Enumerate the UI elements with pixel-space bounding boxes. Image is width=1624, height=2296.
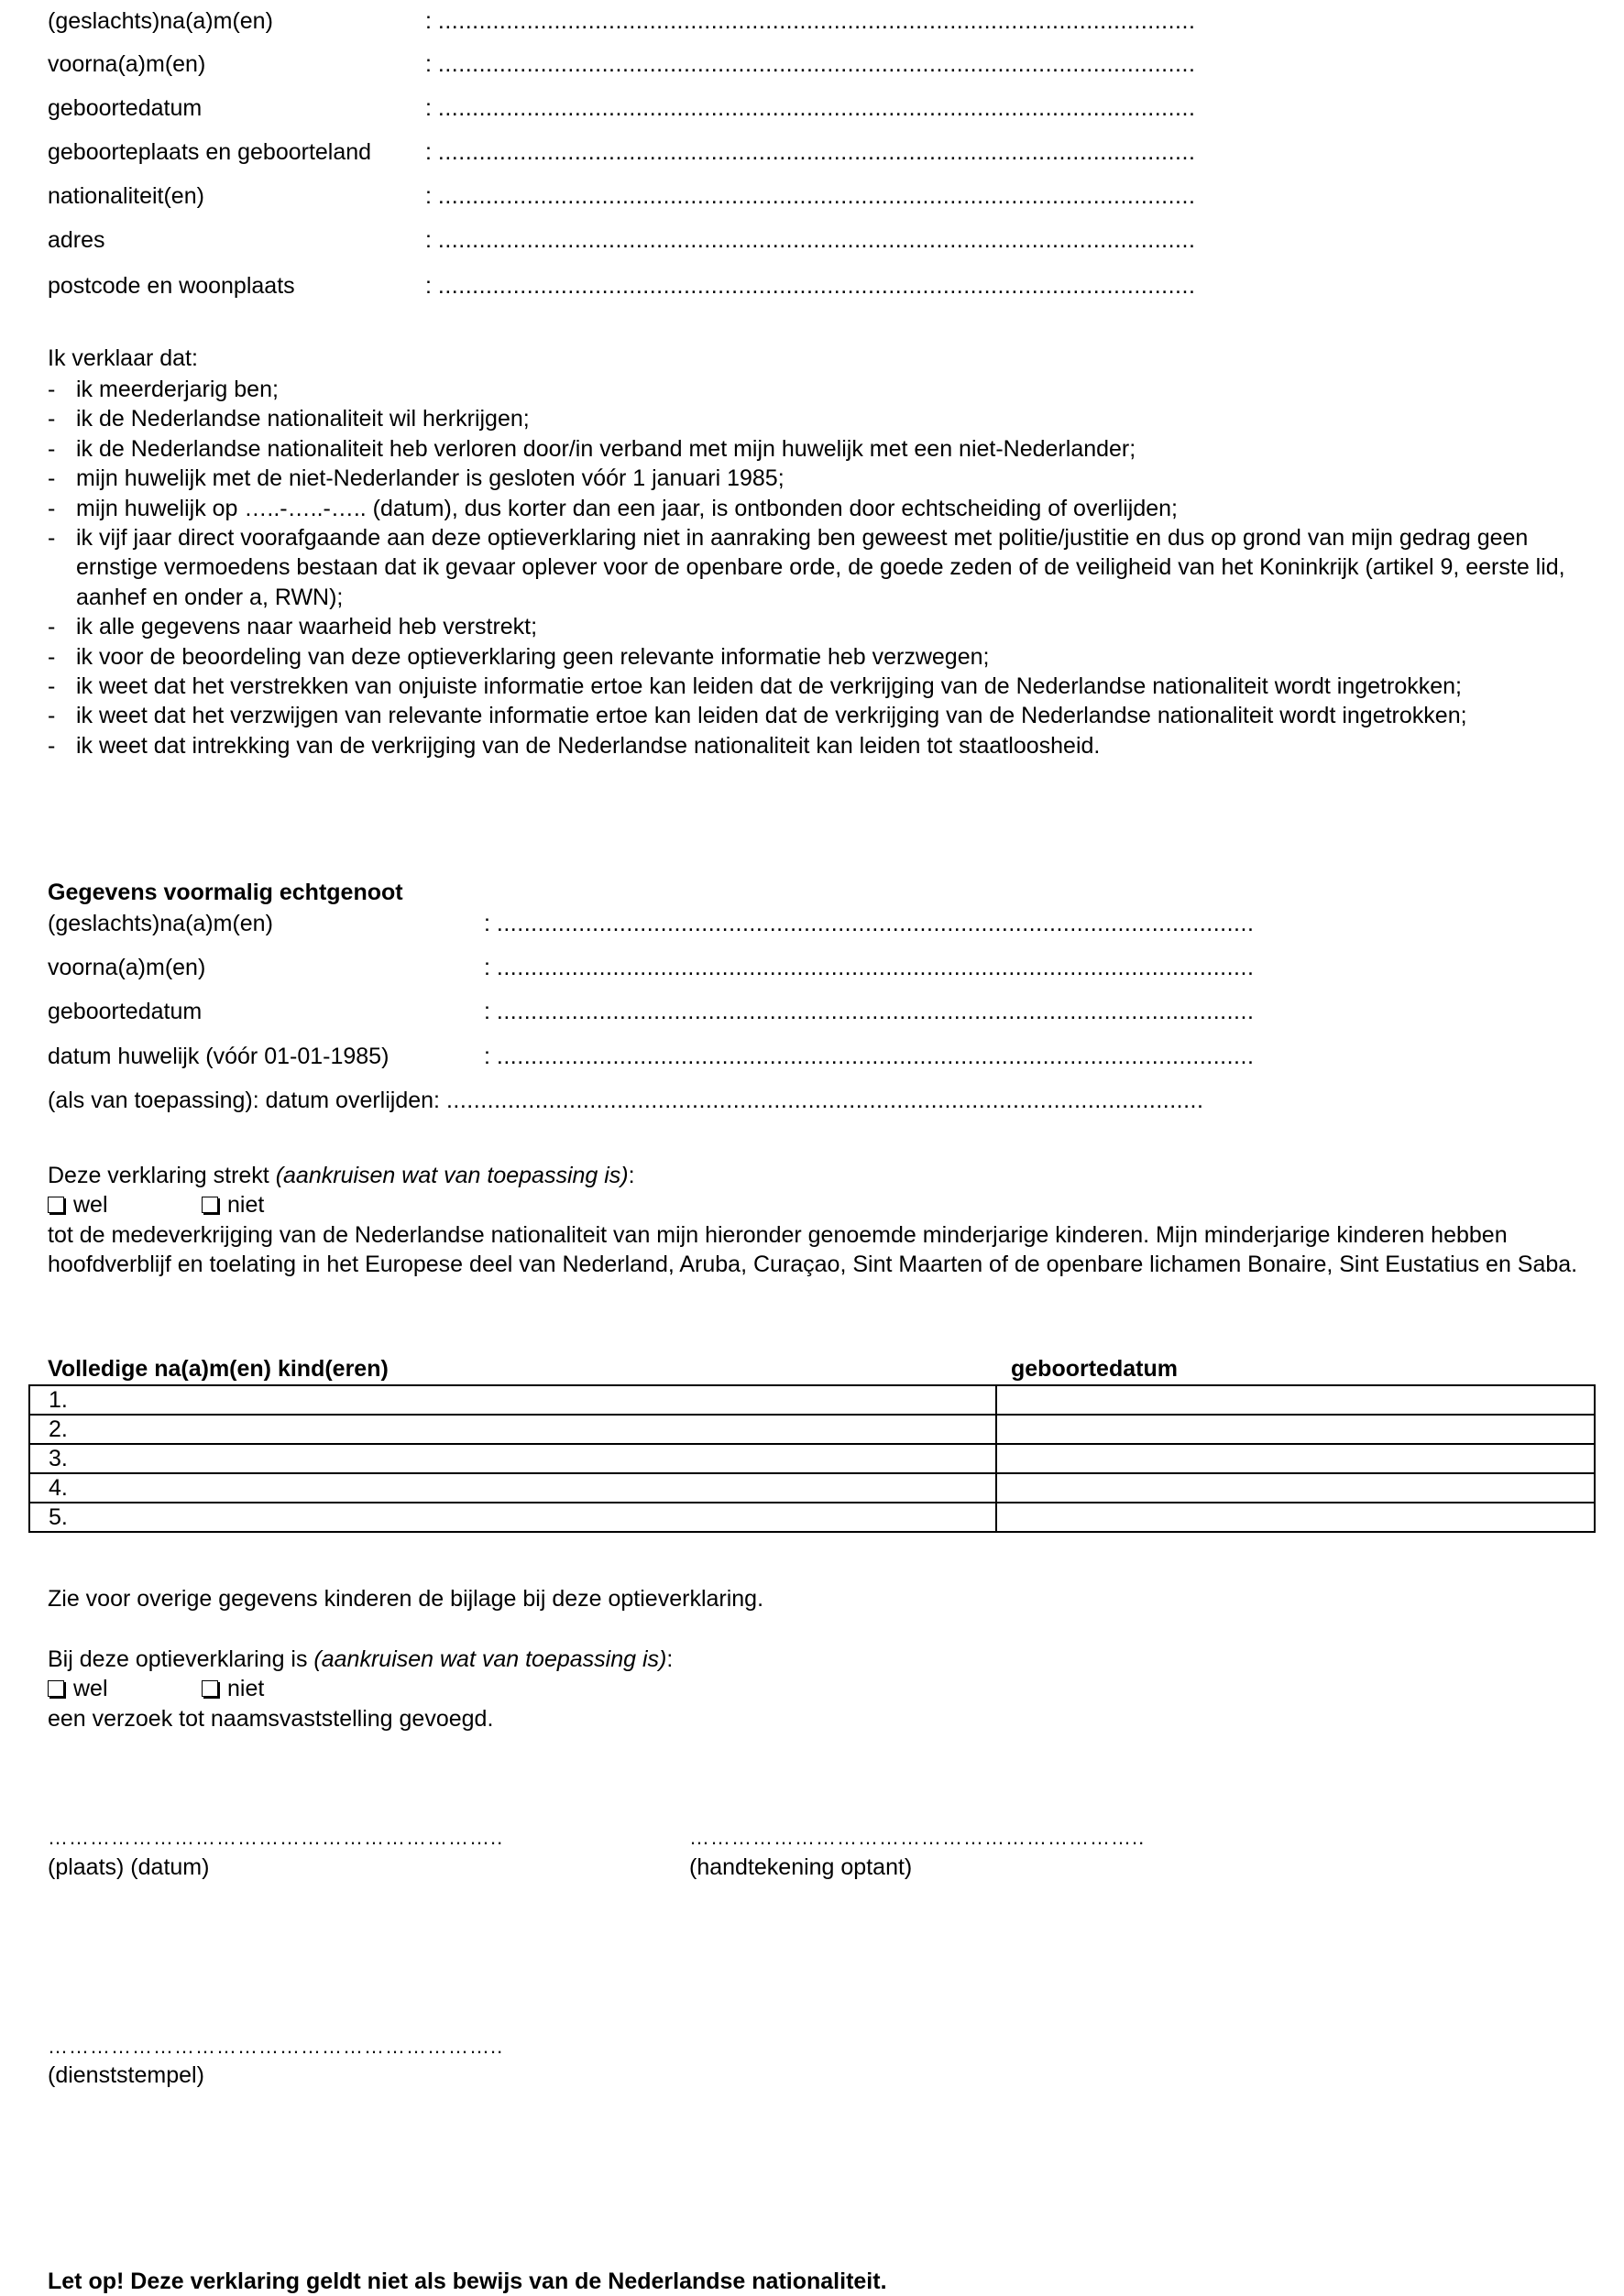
table-row: [29, 1473, 1595, 1503]
option-wel[interactable]: wel: [48, 1190, 202, 1219]
spouse-firstnames-input[interactable]: : ...............................................................................................................: [484, 955, 1255, 980]
place-date-label: (plaats) (datum): [48, 1854, 210, 1880]
field-label-surname: (geslachts)na(a)m(en): [48, 8, 273, 34]
children-question: Deze verklaring strekt (aankruisen wat van toepassing is):: [48, 1163, 635, 1188]
field-label-birthdate: geboortedatum: [48, 95, 203, 121]
declaration-intro: Ik verklaar dat:: [48, 345, 198, 371]
child-birthdate-cell[interactable]: [996, 1503, 1595, 1532]
table-header-birthdate: geboortedatum: [1011, 1356, 1178, 1382]
name-request-options: [48, 1674, 264, 1703]
field-label-nationality: nationaliteit(en): [48, 183, 204, 209]
field-firstnames-input[interactable]: : ...............................................................................................................: [425, 51, 1196, 77]
declaration-item: - ik meerderjarig ben;: [48, 377, 279, 402]
field-label-birthplace: geboorteplaats en geboorteland: [48, 139, 372, 165]
spouse-marriage-date-input[interactable]: : ...............................................................................................................: [484, 1044, 1255, 1069]
checkbox-icon[interactable]: [202, 1680, 218, 1697]
option-niet[interactable]: niet: [202, 1674, 264, 1703]
spouse-surname-input[interactable]: : ...............................................................................................................: [484, 911, 1255, 936]
child-name-cell[interactable]: 2.: [29, 1415, 996, 1444]
declaration-item: - ik de Nederlandse nationaliteit wil herkrijgen;: [48, 406, 530, 432]
option-niet[interactable]: niet: [202, 1190, 264, 1219]
child-name-cell[interactable]: 1.: [29, 1385, 996, 1415]
field-nationality-input[interactable]: : ...............................................................................................................: [425, 183, 1196, 209]
table-row: [29, 1444, 1595, 1473]
stamp-label: (dienststempel): [48, 2062, 204, 2088]
table-row: [29, 1415, 1595, 1444]
field-label-postcode-city: postcode en woonplaats: [48, 273, 295, 299]
declaration-item: - ik weet dat het verzwijgen van relevante informatie ertoe kan leiden dat de verkrijging van de Nederlandse nationaliteit wordt ingetrokken;: [48, 703, 1467, 729]
child-birthdate-cell[interactable]: [996, 1385, 1595, 1415]
table-row: [29, 1385, 1595, 1415]
field-label-address: adres: [48, 227, 105, 253]
declaration-item: - ik weet dat het verstrekken van onjuiste informatie ertoe kan leiden dat de verkrijging van de Nederlandse nationaliteit wordt ingetrokken;: [48, 673, 1462, 700]
option-wel[interactable]: wel: [48, 1674, 202, 1703]
table-row: [29, 1503, 1595, 1532]
children-note: Zie voor overige gegevens kinderen de bijlage bij deze optieverklaring.: [48, 1586, 764, 1612]
field-surname-input[interactable]: : ...............................................................................................................: [425, 8, 1196, 34]
declaration-item: - mijn huwelijk met de niet-Nederlander is gesloten vóór 1 januari 1985;: [48, 465, 785, 492]
spouse-label-surname: (geslachts)na(a)m(en): [48, 911, 273, 936]
former-spouse-heading: Gegevens voormalig echtgenoot: [48, 880, 403, 905]
children-paragraph: tot de medeverkrijging van de Nederlandse nationaliteit van mijn hieronder genoemde minderjarige kinderen. Mijn minderjarige kinderen hebben hoofdverblijf en toelating in het Europese deel van Nederland, Aruba, Curaçao, Sint Maarten of de openbare lichamen Bonaire, Sint Eustatius en Saba.: [48, 1222, 1578, 1278]
spouse-label-marriage-date: datum huwelijk (vóór 01-01-1985): [48, 1044, 390, 1069]
stamp-line[interactable]: ………………………………………………………..: [48, 2035, 504, 2058]
signature-label: (handtekening optant): [689, 1854, 913, 1880]
checkbox-icon[interactable]: [202, 1197, 218, 1213]
checkbox-icon[interactable]: [48, 1680, 64, 1697]
table-header-names: Volledige na(a)m(en) kind(eren): [48, 1356, 389, 1382]
spouse-death-date-label: (als van toepassing): datum overlijden:: [48, 1088, 441, 1113]
field-address-input[interactable]: : ...............................................................................................................: [425, 227, 1196, 253]
spouse-label-birthdate: geboortedatum: [48, 999, 203, 1024]
field-birthdate-input[interactable]: : ...............................................................................................................: [425, 95, 1196, 121]
declaration-item: - ik vijf jaar direct voorafgaande aan deze optieverklaring niet in aanraking ben geweest met politie/justitie en dus op grond van mijn gedrag geen ernstige vermoedens bestaan dat ik gevaar oplever voor de openbare orde, de goede zeden of de veiligheid van het Koninkrijk (artikel 9, eerste lid, aanhef en onder a, RWN);: [48, 525, 1565, 610]
child-birthdate-cell[interactable]: [996, 1415, 1595, 1444]
spouse-death-date-row[interactable]: (als van toepassing): datum overlijden: ...............................................................................................................: [48, 1088, 1204, 1113]
declaration-item: - ik voor de beoordeling van deze optieverklaring geen relevante informatie heb verzwegen;: [48, 643, 990, 670]
children-table: [28, 1384, 1596, 1533]
field-postcode-city-input[interactable]: : ...............................................................................................................: [425, 273, 1196, 299]
declaration-list: [48, 375, 1606, 760]
child-name-cell[interactable]: 4.: [29, 1473, 996, 1503]
child-birthdate-cell[interactable]: [996, 1473, 1595, 1503]
children-options: [48, 1190, 264, 1219]
child-name-cell[interactable]: 3.: [29, 1444, 996, 1473]
field-birthplace-input[interactable]: : ...............................................................................................................: [425, 139, 1196, 165]
declaration-item: - ik weet dat intrekking van de verkrijging van de Nederlandse nationaliteit kan leiden tot staatloosheid.: [48, 732, 1101, 759]
footer-notice: Let op! Deze verklaring geldt niet als bewijs van de Nederlandse nationaliteit.: [48, 2269, 887, 2294]
child-name-cell[interactable]: 5.: [29, 1503, 996, 1532]
signature-line[interactable]: ………………………………………………………..: [689, 1826, 1146, 1849]
checkbox-icon[interactable]: [48, 1197, 64, 1213]
declaration-item: - ik de Nederlandse nationaliteit heb verloren door/in verband met mijn huwelijk met een niet-Nederlander;: [48, 435, 1136, 462]
declaration-item: - mijn huwelijk op …..-…..-….. (datum), dus korter dan een jaar, is ontbonden door echtscheiding of overlijden;: [48, 495, 1179, 521]
child-birthdate-cell[interactable]: [996, 1444, 1595, 1473]
declaration-item: - ik alle gegevens naar waarheid heb verstrekt;: [48, 614, 538, 640]
place-date-line[interactable]: ………………………………………………………..: [48, 1826, 504, 1849]
spouse-label-firstnames: voorna(a)m(en): [48, 955, 206, 980]
spouse-birthdate-input[interactable]: : ...............................................................................................................: [484, 999, 1255, 1024]
field-label-firstnames: voorna(a)m(en): [48, 51, 206, 77]
name-request-question: Bij deze optieverklaring is (aankruisen wat van toepassing is):: [48, 1646, 674, 1672]
name-request-text: een verzoek tot naamsvaststelling gevoegd.: [48, 1706, 494, 1732]
